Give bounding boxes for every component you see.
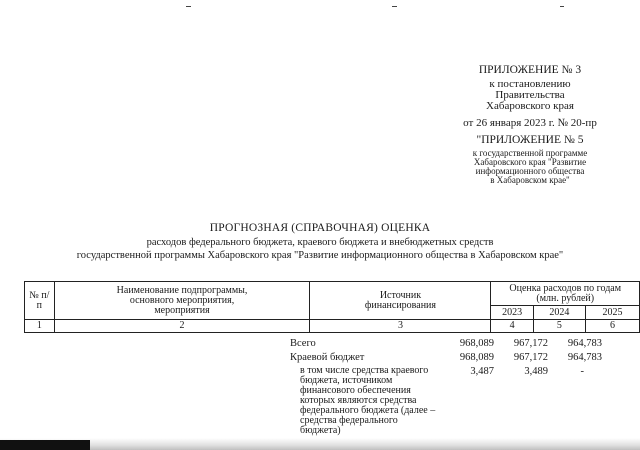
table-row bbox=[290, 338, 602, 349]
row-label-federal-share: в том числе средства краевого бюджета, источником финансового обеспечения которых являются средства федерального бюджета (далее – средства федерального бюджета) bbox=[300, 365, 436, 436]
column-number-1: 1 bbox=[25, 320, 55, 333]
column-number-3: 3 bbox=[310, 320, 491, 333]
header-estimate: Оценка расходов по годам (млн. рублей) bbox=[491, 282, 640, 306]
table-row bbox=[290, 366, 602, 436]
header-source: Источник финансирования bbox=[310, 282, 491, 320]
prev-appendix-title: "ПРИЛОЖЕНИЕ № 5 bbox=[476, 134, 584, 146]
row-value: 967,172 bbox=[513, 338, 548, 349]
header-year-2024: 2024 bbox=[533, 306, 585, 320]
prev-appendix-line-2: Хабаровского края "Развитие bbox=[473, 157, 587, 167]
scan-shadow bbox=[0, 438, 640, 450]
column-number-4: 4 bbox=[491, 320, 533, 333]
header-num: № п/п bbox=[25, 282, 55, 320]
appendix-block bbox=[440, 65, 620, 185]
estimate-rows bbox=[290, 338, 602, 439]
document-subtitle-2: государственной программы Хабаровского края "Развитие информационного общества в Хабаровском крае" bbox=[76, 250, 564, 261]
prev-appendix-line-3: информационного общества bbox=[475, 166, 585, 176]
row-label-regional: Краевой бюджет bbox=[290, 352, 365, 363]
scan-dark-edge bbox=[0, 440, 90, 450]
row-value: 968,089 bbox=[459, 338, 494, 349]
row-value: 3,489 bbox=[524, 366, 548, 377]
header-year-2025: 2025 bbox=[585, 306, 639, 320]
appendix-line-2: Правительства bbox=[495, 89, 565, 101]
estimate-table-header bbox=[24, 281, 640, 333]
column-number-5: 5 bbox=[533, 320, 585, 333]
prev-appendix-line-4: в Хабаровском крае" bbox=[490, 175, 570, 185]
document-heading bbox=[40, 222, 600, 261]
scan-mark-3 bbox=[560, 6, 564, 7]
header-name: Наименование подпрограммы, основного мероприятия, мероприятия bbox=[54, 282, 310, 320]
appendix-title: ПРИЛОЖЕНИЕ № 3 bbox=[478, 64, 582, 76]
row-value: 967,172 bbox=[513, 352, 548, 363]
scan-mark-1 bbox=[186, 6, 191, 7]
column-number-6: 6 bbox=[585, 320, 639, 333]
document-subtitle-1: расходов федерального бюджета, краевого бюджета и внебюджетных средств bbox=[146, 237, 494, 248]
appendix-line-1: к постановлению bbox=[489, 78, 571, 90]
table-row bbox=[290, 352, 602, 363]
appendix-line-3: Хабаровского края bbox=[486, 100, 574, 112]
row-label-total: Всего bbox=[290, 338, 316, 349]
row-value: 964,783 bbox=[567, 338, 602, 349]
row-value: 3,487 bbox=[470, 366, 494, 377]
row-value: 964,783 bbox=[567, 352, 602, 363]
scan-mark-2 bbox=[392, 6, 397, 7]
document-title: ПРОГНОЗНАЯ (СПРАВОЧНАЯ) ОЦЕНКА bbox=[209, 222, 431, 234]
row-value: - bbox=[580, 366, 584, 377]
appendix-date: от 26 января 2023 г. № 20-пр bbox=[463, 117, 597, 129]
header-year-2023: 2023 bbox=[491, 306, 533, 320]
row-value: 968,089 bbox=[459, 352, 494, 363]
column-number-2: 2 bbox=[54, 320, 310, 333]
prev-appendix-line-1: к государственной программе bbox=[472, 148, 588, 158]
